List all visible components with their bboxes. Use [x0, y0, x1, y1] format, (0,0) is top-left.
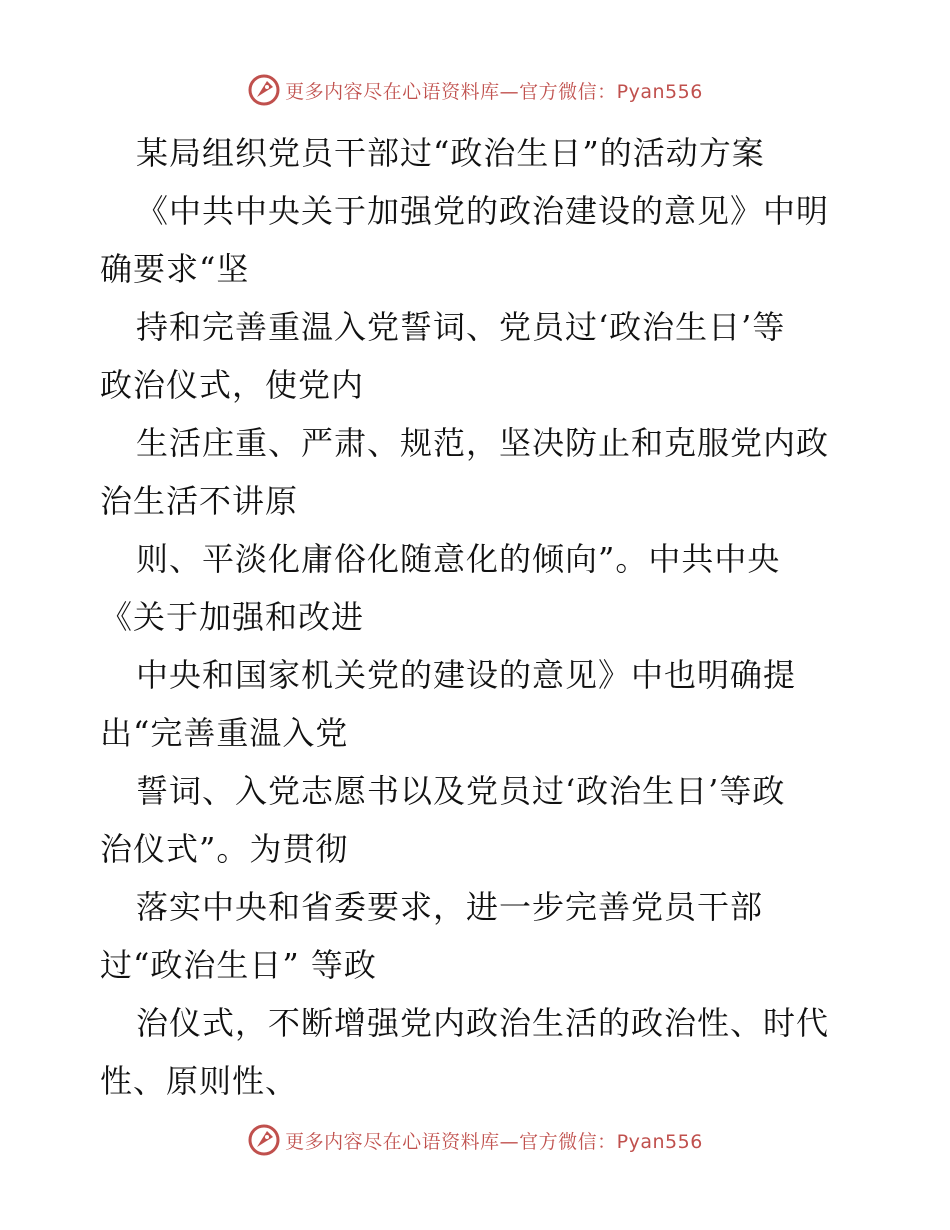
- text-line: 确要求“坚: [100, 250, 250, 288]
- document-body: [100, 124, 880, 1110]
- text-line: 政治仪式，使党内: [100, 366, 365, 404]
- text-line: 出“完善重温入党: [100, 714, 349, 752]
- text-line: 落实中央和省委要求，进一步完善党员干部: [136, 888, 764, 926]
- text-line: 生活庄重、严肃、规范，坚决防止和克服党内政: [136, 424, 830, 462]
- text-line: 性、原则性、: [100, 1062, 299, 1100]
- text-line: 治仪式”。为贯彻: [100, 830, 349, 868]
- text-line: 持和完善重温入党誓词、党员过‘政治生日’等: [136, 308, 786, 346]
- text-line: 誓词、入党志愿书以及党员过‘政治生日’等政: [136, 772, 786, 810]
- text-line: 治生活不讲原: [100, 482, 299, 520]
- text-line: 《关于加强和改进: [100, 598, 365, 636]
- header-banner: [0, 70, 950, 110]
- text-line: 则、平淡化庸俗化随意化的倾向”。中共中央: [136, 540, 781, 578]
- pen-nib-logo-icon: [247, 1123, 281, 1157]
- text-line: 治仪式，不断增强党内政治生活的政治性、时代: [136, 1004, 830, 1042]
- text-line: 《中共中央关于加强党的政治建设的意见》中明: [136, 192, 830, 230]
- pen-nib-logo-icon: [247, 73, 281, 107]
- text-line: 中央和国家机关党的建设的意见》中也明确提: [136, 656, 797, 694]
- footer-banner: [0, 1120, 950, 1160]
- document-title: 某局组织党员干部过“政治生日”的活动方案: [136, 134, 765, 172]
- header-banner-text: 更多内容尽在心语资料库—官方微信：Pyan556: [285, 80, 703, 103]
- text-line: 过“政治生日” 等政: [100, 946, 377, 984]
- footer-banner-text: 更多内容尽在心语资料库—官方微信：Pyan556: [285, 1130, 703, 1153]
